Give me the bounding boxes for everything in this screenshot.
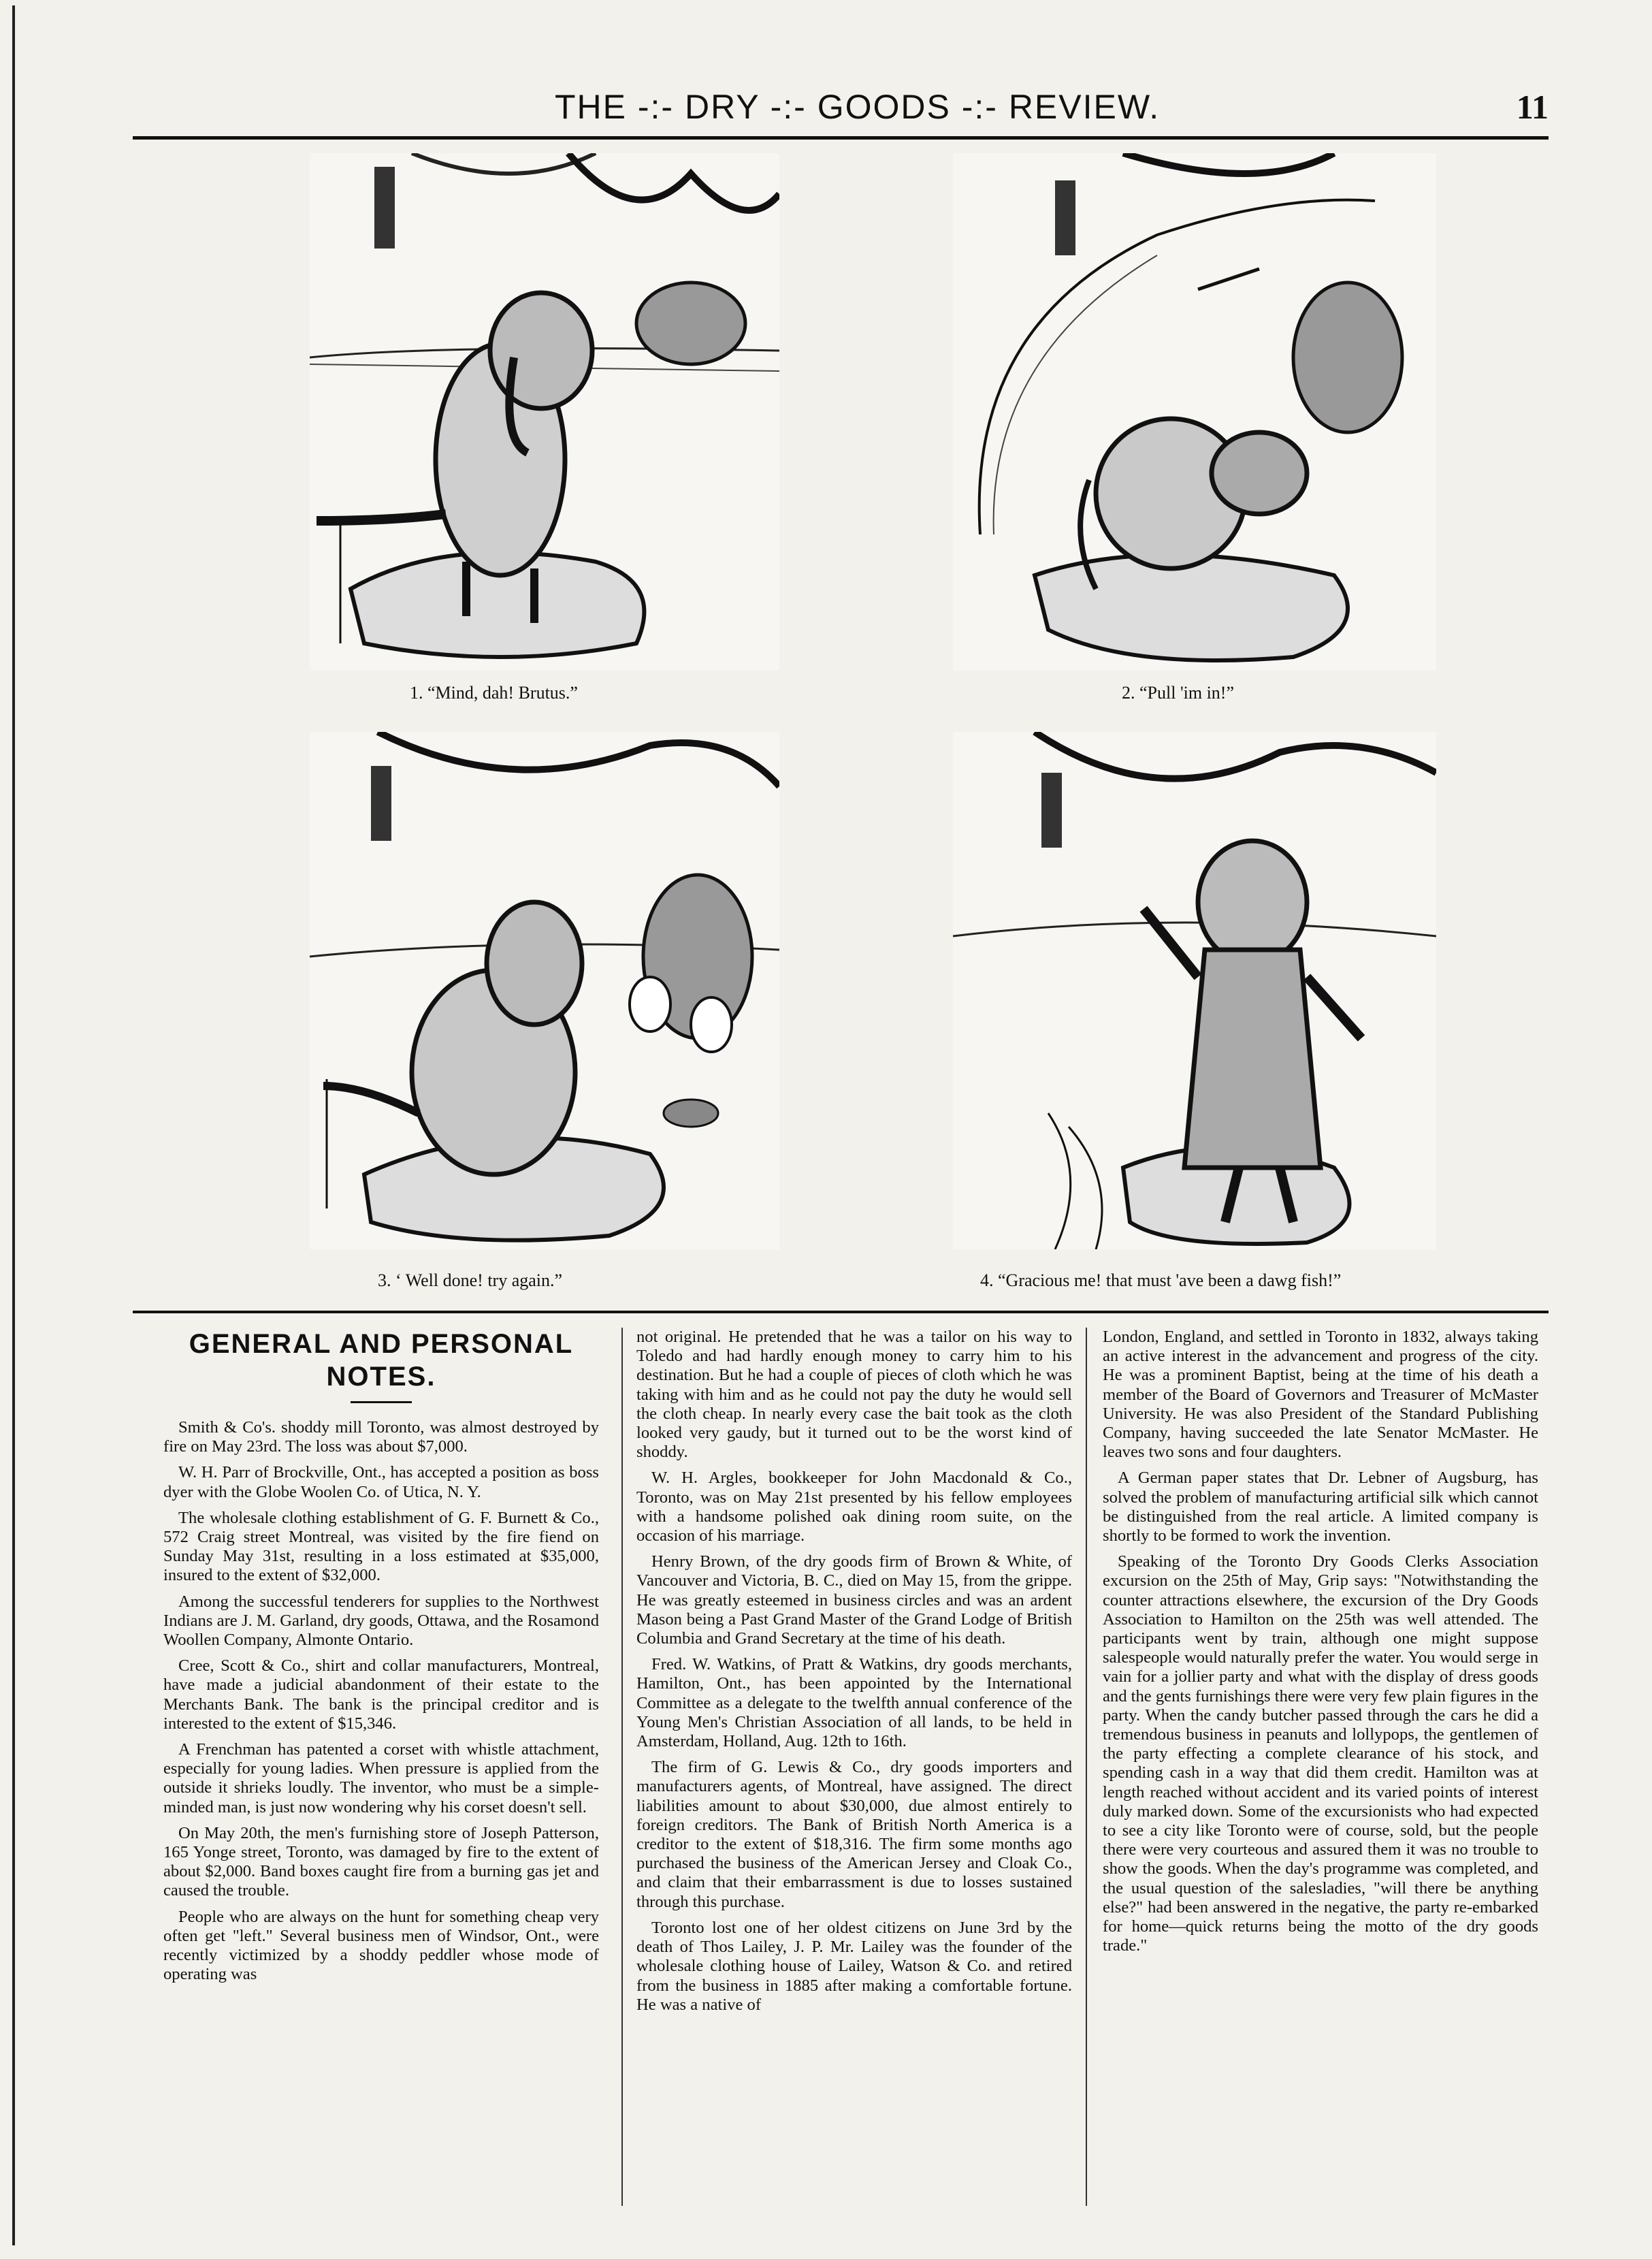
comic-panel-2	[953, 153, 1436, 671]
man-standing-illustration	[953, 732, 1436, 1249]
page-header	[133, 80, 1549, 135]
section-heading: GENERAL AND PERSONAL NOTES.	[189, 1329, 574, 1392]
dog-seated-illustration	[310, 732, 779, 1249]
section-rule	[133, 1311, 1549, 1313]
dog-on-rock-illustration	[310, 153, 779, 671]
news-paragraph: A German paper states that Dr. Lebner of Augsburg, has solved the problem of manufacturing artificial silk which cannot be distinguished from the real article. A limited company is shortly to be formed to work the invention.	[1103, 1469, 1538, 1545]
comic-panel-1	[310, 153, 779, 671]
news-paragraph: On May 20th, the men's furnishing store of Joseph Patterson, 165 Yonge street, Toronto, was damaged by fire to the extent of about $2,000. Band boxes caught fire from a burning gas jet and caused the trouble.	[163, 1823, 599, 1900]
news-paragraph: W. H. Argles, bookkeeper for John Macdonald & Co., Toronto, was on May 21st presented by his fellow employees with a handsome polished oak dining room suite, on the occasion of his marriage.	[636, 1469, 1072, 1545]
news-paragraph: Among the successful tenderers for supplies to the Northwest Indians are J. M. Garland, dry goods, Ottawa, and the Rosamond Woollen Company, Almonte Ontario.	[163, 1592, 599, 1650]
heading-rule	[351, 1401, 412, 1403]
news-paragraph: A Frenchman has patented a corset with whistle attachment, especially for young ladies. When pressure is applied from the outside it shrieks loudly. The inventor, who must be a simple-minded man, is just now wondering why his corset doesn't sell.	[163, 1740, 599, 1816]
panel-caption-4: 4. “Gracious me! that must 'ave been a dawg fish!”	[980, 1270, 1342, 1290]
article-column-3	[1103, 1328, 1538, 2213]
panel-caption-2: 2. “Pull 'im in!”	[1122, 683, 1235, 703]
panel-caption-1: 1. “Mind, dah! Brutus.”	[410, 683, 578, 703]
news-paragraph: Henry Brown, of the dry goods firm of Brown & White, of Vancouver and Victoria, B. C., died on May 15, from the grippe. He was greatly esteemed in business circles and was an ardent Mason being a Past Grand Master of the Grand Lodge of British Columbia and Grand Secretary at the time of his death.	[636, 1552, 1072, 1648]
news-paragraph: Cree, Scott & Co., shirt and collar manufacturers, Montreal, have made a judicial abandonment of their estate to the Merchants Bank. The bank is the principal creditor and is interested to the extent of $15,346.	[163, 1656, 599, 1733]
article-column-1	[163, 1328, 599, 2213]
column-divider	[621, 1328, 623, 2206]
header-rule	[133, 136, 1549, 140]
news-paragraph: The firm of G. Lewis & Co., dry goods importers and manufacturers agents, of Montreal, have assigned. The direct liabilities amount to about $30,000, due almost entirely to foreign creditors. The Bank of British North America is a creditor to the extent of $18,316. The firm some months ago purchased the business of the American Jersey and Cloak Co., and claim that their embarrassment is due to losses sustained through this purchase.	[636, 1758, 1072, 1911]
news-paragraph: Fred. W. Watkins, of Pratt & Watkins, dry goods merchants, Hamilton, Ont., has been appointed by the International Committee as a delegate to the twelfth annual conference of the Young Men's Christian Association of all lands, to be held in Amsterdam, Holland, Aug. 12th to 16th.	[636, 1655, 1072, 1751]
comic-panel-4	[953, 732, 1436, 1249]
comic-panel-3	[310, 732, 779, 1249]
news-paragraph: The wholesale clothing establishment of G. F. Burnett & Co., 572 Craig street Montreal, was visited by the fire fiend on Sunday May 31st, resulting in a loss estimated at $35,000, insured to the extent of $32,000.	[163, 1508, 599, 1585]
news-paragraph: Toronto lost one of her oldest citizens on June 3rd by the death of Thos Lailey, J. P. Mr. Lailey was the founder of the wholesale clothing house of Lailey, Watson & Co. and retired from the business in 1885 after making a comfortable fortune. He was a native of	[636, 1918, 1072, 2014]
panel-caption-3: 3. ‘ Well done! try again.”	[378, 1270, 563, 1290]
news-paragraph: Smith & Co's. shoddy mill Toronto, was almost destroyed by fire on May 23rd. The loss was about $7,000.	[163, 1418, 599, 1456]
news-paragraph: People who are always on the hunt for something cheap very often get "left." Several business men of Windsor, Ont., were recently victimized by a shoddy peddler whose mode of operating was	[163, 1907, 599, 1984]
news-paragraph: London, England, and settled in Toronto in 1832, always taking an active interest in the advancement and progress of the city. He was a prominent Baptist, being at the time of his death a member of the Board of Governors and Treasurer of McMaster University. He was also President of the Standard Publishing Company, having succeeded the late Senator McMaster. He leaves two sons and four daughters.	[1103, 1328, 1538, 1462]
news-paragraph: not original. He pretended that he was a tailor on his way to Toledo and had hardly enough money to carry him to his destination. But he had a couple of pieces of cloth which he was taking with him and as he could not pay the duty he would sell the cloth cheap. In nearly every case the bait took as the cloth looked very gaudy, but it turned out to be the worst kind of shoddy.	[636, 1328, 1072, 1462]
dog-pulling-line-illustration	[953, 153, 1436, 671]
news-paragraph: Speaking of the Toronto Dry Goods Clerks Association excursion on the 25th of May, Grip says: "Notwithstanding the counter attractions elsewhere, the excursion of the Dry Goods Association to Hamilton on the 25th was well attended. The participants went by train, although one might suppose salespeople would naturally prefer the water. You would serge in vain for a jollier party and what with the display of dress goods and the gents furnishings there were very few plain figures in the party. When the candy butcher passed through the cars he did a tremendous business in peanuts and lollypops, the gentlemen of the party effecting a complete clearance of his stock, and spending cash in a way that did them credit. Hamilton was at length reached without accident and its varied points of interest duly marked down. Some of the excursionists who had expected to see a city like Toronto were of course, sold, but the people there were very courteous and assured them it was no trouble to show the goods. When the day's programme was completed, and the usual question of the salesladies, "will there be anything else?" had been answered in the negative, the party re-embarked for home—quick returns being the motto of the dry goods trade."	[1103, 1552, 1538, 1955]
column-divider	[1086, 1328, 1087, 2206]
page-number: 11	[1516, 88, 1549, 126]
publication-title: THE -:- DRY -:- GOODS -:- REVIEW.	[555, 88, 1161, 126]
news-paragraph: W. H. Parr of Brockville, Ont., has accepted a position as boss dyer with the Globe Woolen Co. of Utica, N. Y.	[163, 1463, 599, 1501]
article-column-2	[636, 1328, 1072, 2213]
